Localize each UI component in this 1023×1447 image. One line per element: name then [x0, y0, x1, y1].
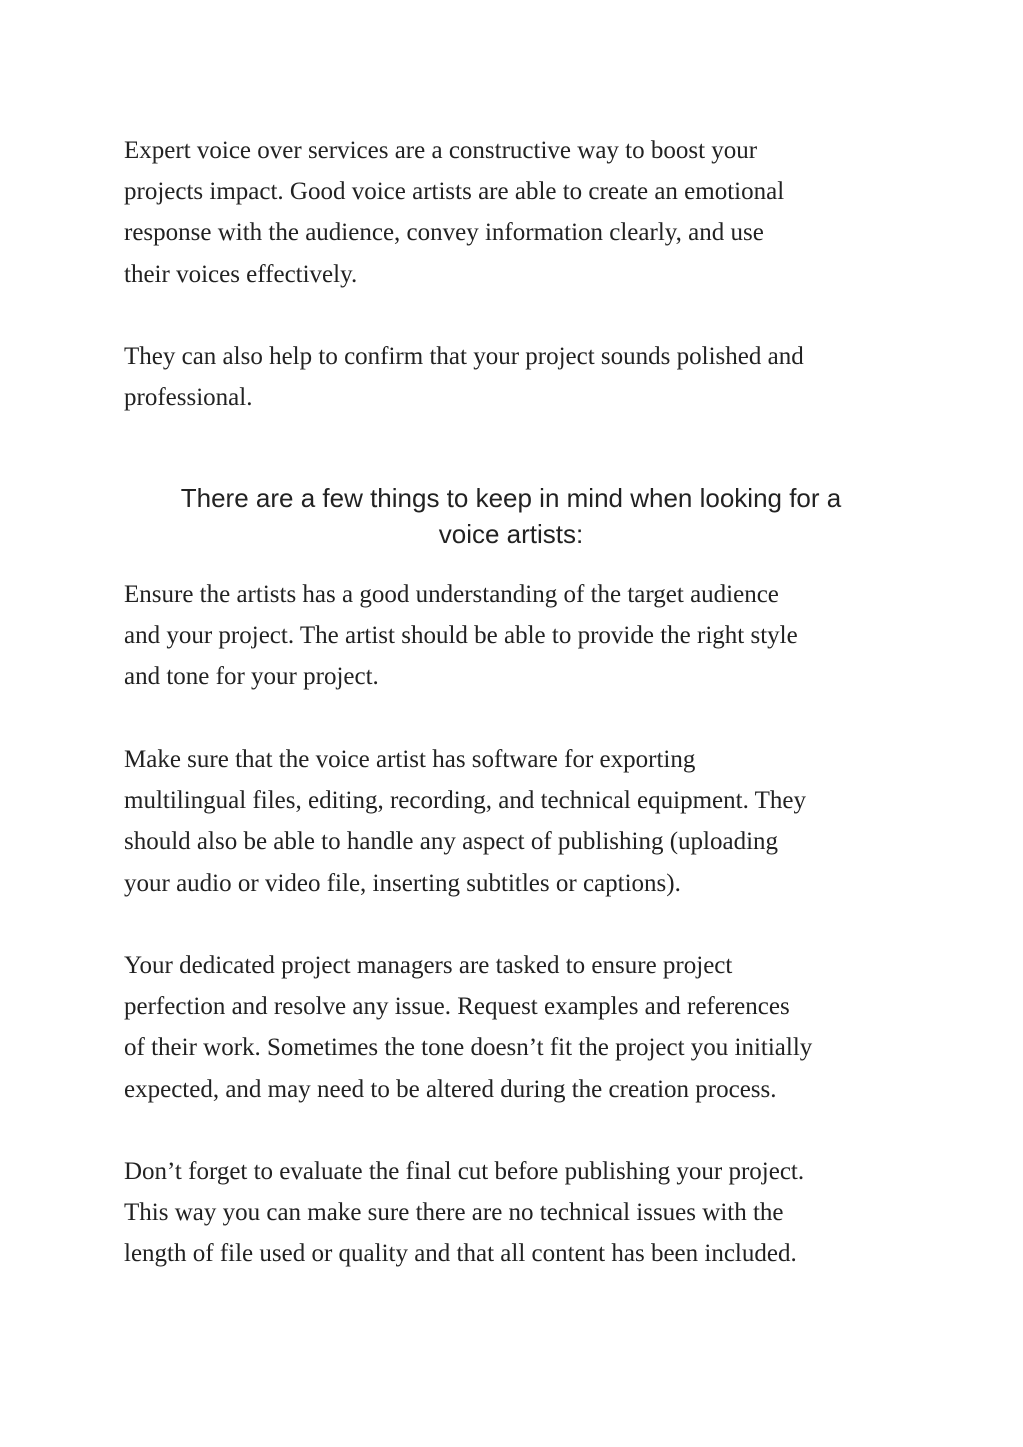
intro-paragraph-1 [124, 130, 904, 295]
intro-paragraph-2 [124, 336, 904, 418]
text-line: Your dedicated project managers are tasked to ensure project [124, 952, 733, 979]
text-line: Don’t forget to evaluate the final cut before publishing your project. [124, 1158, 805, 1185]
text-line: of their work. Sometimes the tone doesn’t fit the project you initially [124, 1034, 813, 1062]
tip-paragraph-final-cut [124, 1151, 904, 1275]
heading-line: There are a few things to keep in mind when looking for a [180, 483, 842, 513]
text-line: expected, and may need to be altered during the creation process. [124, 1075, 777, 1103]
text-line: This way you can make sure there are no technical issues with the [124, 1199, 784, 1227]
text-line: multilingual files, editing, recording, and technical equipment. They [124, 787, 806, 815]
text-line: response with the audience, convey information clearly, and use [124, 219, 764, 247]
text-line: Make sure that the voice artist has software for exporting [124, 746, 696, 773]
tip-paragraph-software [124, 739, 904, 904]
text-line: Ensure the artists has a good understanding of the target audience [124, 581, 779, 608]
text-line: your audio or video file, inserting subtitles or captions). [124, 869, 681, 897]
text-line: and your project. The artist should be able to provide the right style [124, 622, 798, 650]
text-line: professional. [124, 384, 253, 412]
text-line: their voices effectively. [124, 260, 358, 288]
text-line: should also be able to handle any aspect of publishing (uploading [124, 828, 779, 856]
text-line: and tone for your project. [124, 663, 379, 691]
text-line: Expert voice over services are a constructive way to boost your [124, 137, 758, 164]
section-heading [100, 480, 922, 552]
text-line: projects impact. Good voice artists are able to create an emotional [124, 178, 785, 206]
text-line: perfection and resolve any issue. Request examples and references [124, 993, 790, 1021]
heading-line: voice artists: [438, 519, 584, 549]
text-line: They can also help to confirm that your project sounds polished and [124, 343, 804, 370]
text-line: length of file used or quality and that all content has been included. [124, 1240, 797, 1268]
tip-paragraph-project-managers [124, 945, 904, 1110]
tip-paragraph-audience [124, 574, 904, 698]
